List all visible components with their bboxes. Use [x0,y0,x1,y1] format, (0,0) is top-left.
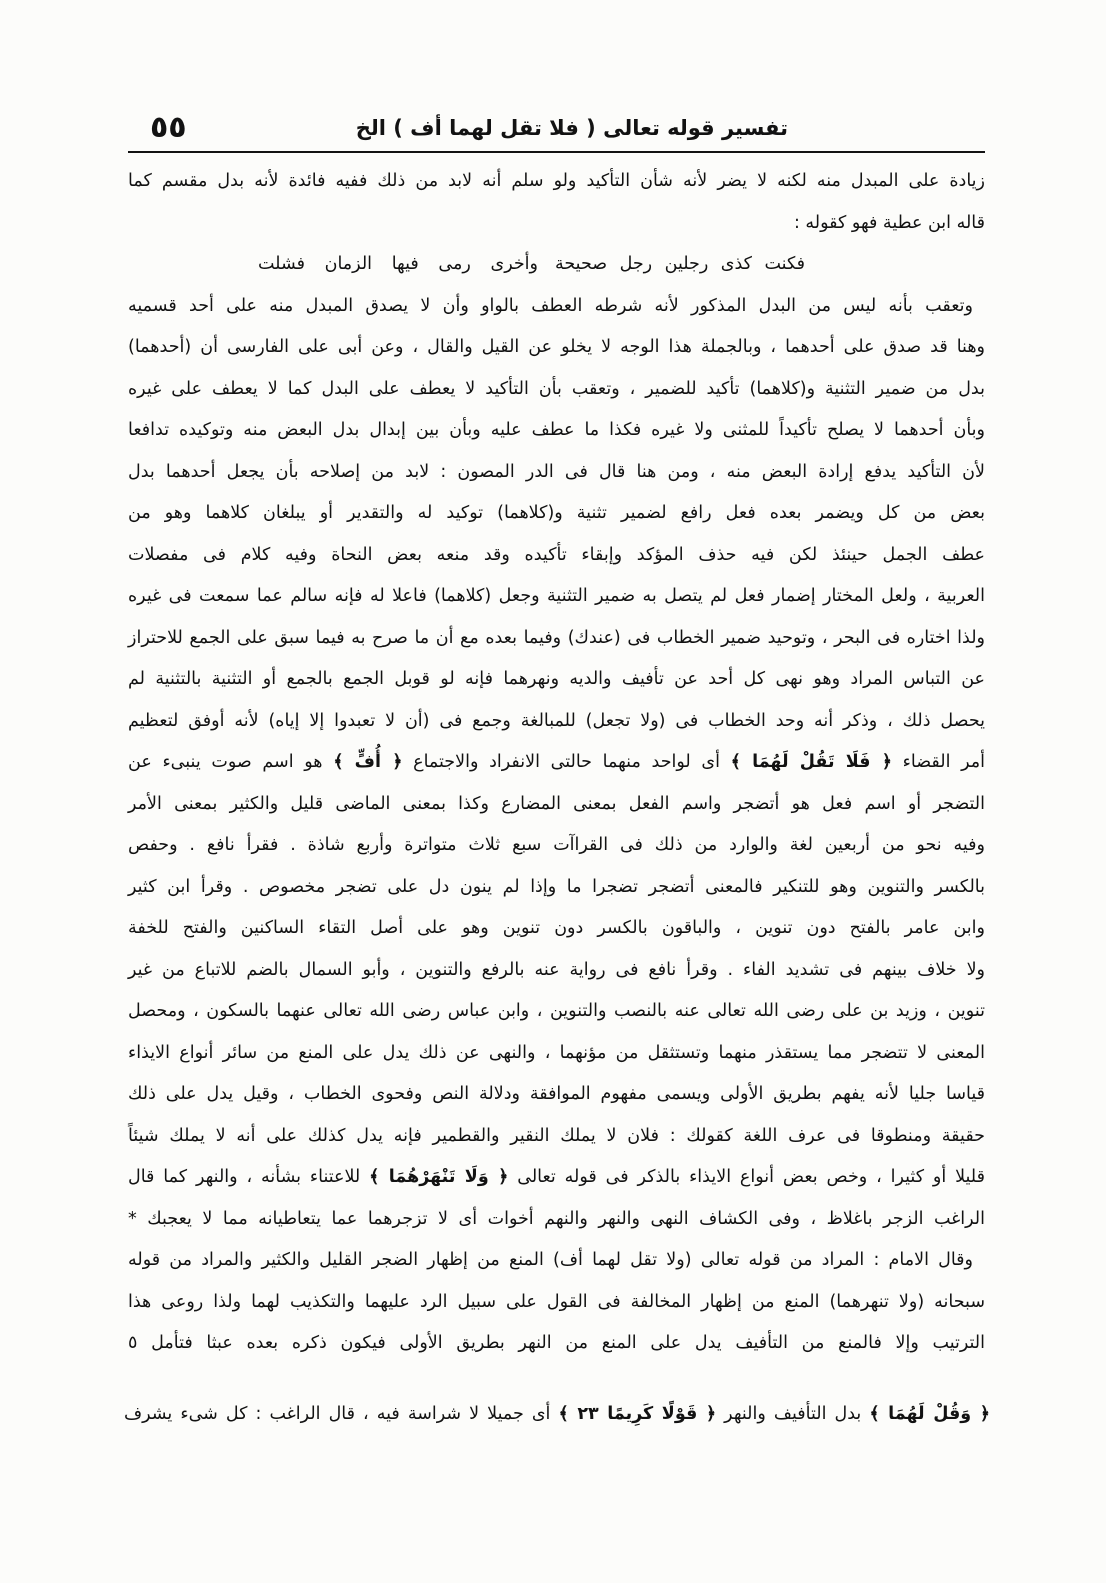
verse-couplet [128,244,985,286]
text-segment: قليلا أو كثيرا ، وخص بعض أنواع الايذاء بالذكر فى قوله تعالى [508,1167,985,1187]
text-line [128,1157,985,1199]
text-segment: بدل التأفيف والنهر [716,1404,870,1424]
text-line [124,1394,990,1436]
closing-verse-block [124,1394,990,1436]
text-segment: هو اسم صوت ينبىء عن [128,752,334,772]
text-line: وقال الامام : المراد من قوله تعالى (ولا تقل لهما أف) المنع من إظهار الضجر القليل والكثير والمراد من قوله [128,1250,973,1270]
text-line: وبأن أحدهما لا يصلح تأكيداً للمثنى ولا غيره فكذا ما عطف عليه وبأن بين إبدال بدل البعض منه وتوكيده تدافعا [128,420,985,440]
text-line: بعض من كل ويضمر بعده فعل رافع لضمير تثنية و(كلاهما) توكيد له والتقدير أو يبلغان كلاهما وهو من [128,503,985,523]
text-line: بالكسر والتنوين وهو للتنكير فالمعنى أتضجر تضجرا ما وإذا لم ينون دل على تضجر مخصوص . وقرأ ابن كثير [128,876,985,897]
quran-quote: ﴿ وَلَا تَنْهَرْهُمَا ﴾ [369,1167,509,1187]
verse-hemistich-second: وأخرى رمى فيها الزمان فشلت [258,254,538,274]
quran-quote: ﴿ فَلَا تَقُلْ لَهُمَا ﴾ [730,752,892,772]
text-line: وفيه نحو من أربعين لغة والوارد من ذلك فى القراآت سبع ثلاث متواترة وأربع شاذة . فقرأ نافع . وحفص [128,835,985,855]
main-text [128,161,985,1365]
text-line: وتعقب بأنه ليس من البدل المذكور لأنه شرطه العطف بالواو وأن لا يصدق المبدل منه على أحد قسميه [128,295,973,316]
text-line: وابن عامر بالفتح دون تنوين ، والباقون بالكسر دون تنوين وهو على أصل التقاء الساكنين والفتح للخفة [128,918,985,938]
text-line: عن التباس المراد وهو نهى كل أحد عن تأفيف والديه ونهرهما فإنه لو قوبل الجمع بالجمع أو التثنية بالتثنية لم [128,669,985,689]
text-line: التضجر أو اسم فعل هو أتضجر واسم الفعل بمعنى المضارع وكذا بمعنى الماضى قليل والكثير بمعنى الأمر [128,793,985,814]
quran-quote: ﴿ قَوْلًا كَرِيمًا ٢٣ ﴾ [558,1404,717,1424]
text-line: ولا خلاف بينهم فى تشديد الفاء . وقرأ نافع فى رواية عنه بالرفع والتنوين ، وأبو السمال بالضم للاتباع من غير [128,959,985,980]
page-header [128,108,985,148]
text-line: يحصل ذلك ، وذكر أنه وحد الخطاب فى (ولا تجعل) للمبالغة وجمع فى (أن لا تعبدوا إلا إياه) لأنه أوفق لتعظيم [128,710,985,731]
text-line: وهنا قد صدق على أحدهما ، وبالجملة هذا الوجه لا يخلو عن القيل والقال ، وعن أبى على الفارسى أن (أحدهما) [128,337,985,357]
text-segment: أمر القضاء [891,752,985,772]
text-line [128,742,985,784]
text-segment: أى لواحد منهما حالتى الانفراد والاجتماع [402,752,731,772]
header-rule [128,151,985,153]
verse-hemistich-first: فكنت كذى رجلين رجل صحيحة [555,254,805,274]
text-line: العربية ، ولعل المختار إضمار فعل لم يتصل به ضمير التثنية وجعل (كلاهما) فاعلا له فإنه سالم عما سمعت فى غيره [128,586,985,606]
text-line: المعنى لا تتضجر مما يستقذر منهما وتستثقل من مؤنهما ، والنهى عن ذلك يدل على المنع من سائر أنواع الايذاء [128,1042,985,1063]
quran-quote: ﴿ أُفٍّ ﴾ [333,752,403,772]
text-line: بدل من ضمير التثنية و(كلاهما) تأكيد للضمير ، وتعقب بأن التأكيد لا يعطف على البدل كما لا يعطف على غيره [128,378,985,399]
text-line: زيادة على المبدل منه لكنه لا يضر لأنه شأن التأكيد ولو سلم أنه لابد من ذلك ففيه فائدة لأنه بدل مقسم كما [128,171,985,191]
text-line: ولذا اختاره فى البحر ، وتوحيد ضمير الخطاب فى (عندك) وفيما بعده مع أن ما صرح به فيما سبق على الجمع للاحتراز [128,627,985,648]
text-line: تنوين ، وزيد بن على رضى الله تعالى عنه بالنصب والتنوين ، وابن عباس رضى الله تعالى عنهما بالسكون ، ومحصل [128,1001,985,1021]
text-line: الراغب الزجر باغلاظ ، وفى الكشاف النهى والنهر والنهم أخوات أى لا تزجرهما عما يتعاطيانه مما لا يعجبك * [128,1208,985,1229]
text-segment: للاعتناء بشأنه ، والنهر كما قال [128,1167,370,1187]
text-line: حقيقة ومنطوقا فى عرف اللغة كقولك : فلان لا يملك النقير والقطمير فإنه يدل كذلك على أنه لا يملك شيئاً [128,1125,985,1146]
text-line: الترتيب وإلا فالمنع من التأفيف يدل على المنع من النهر بطريق الأولى فيكون ذكره بعده عبثا فتأمل ٥ [128,1333,985,1353]
text-line: عطف الجمل حينئذ لكن فيه حذف المؤكد وإبقاء تأكيده وقد منعه بعض النحاة وفيه كلام فى مفصلات [128,544,985,565]
running-title: تفسير قوله تعالى ( فلا تقل لهما أف ) الخ [355,116,788,140]
text-line: لأن التأكيد يدفع إرادة البعض منه ، ومن هنا قال فى الدر المصون : لابد من إصلاحه بأن يجعل أحدهما بدل [128,461,985,482]
page-number: ٥٥ [150,110,187,145]
text-line: سبحانه (ولا تنهرهما) المنع من إظهار المخالفة فى القول على سبيل الرد عليهما والتكذيب لهما ولذا روعى هذا [128,1291,985,1312]
quran-quote: ﴿ وَقُلْ لَهُمَا ﴾ [869,1404,990,1424]
text-line: قاله ابن عطية فهو كقوله : [793,212,985,233]
text-line: قياسا جليا لأنه يفهم بطريق الأولى ويسمى مفهوم الموافقة ودلالة النص وفحوى الخطاب ، وقيل يدل على ذلك [128,1084,985,1104]
text-segment: أى جميلا لا شراسة فيه ، قال الراغب : كل شىء يشرف [124,1404,559,1424]
